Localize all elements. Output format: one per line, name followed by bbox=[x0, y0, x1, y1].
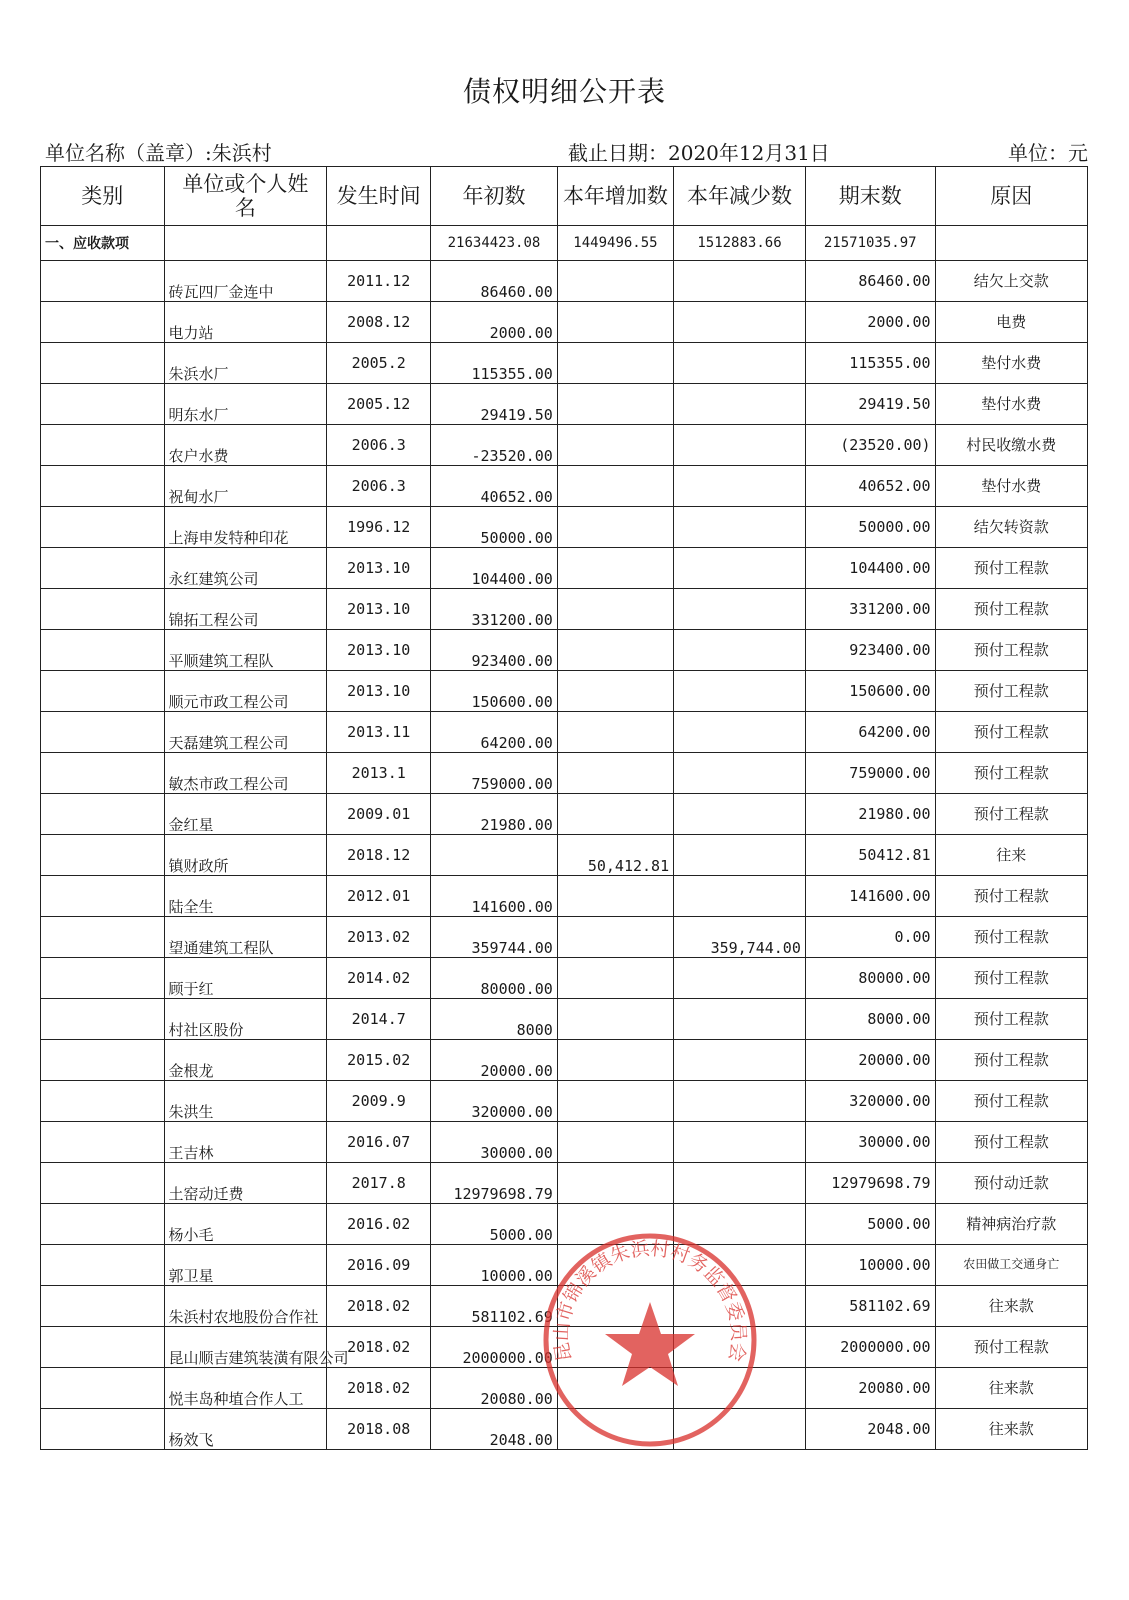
row-decrease: 359,744.00 bbox=[674, 917, 806, 958]
row-category bbox=[41, 466, 165, 507]
row-name: 王吉林 bbox=[164, 1122, 327, 1163]
row-category bbox=[41, 1245, 165, 1286]
row-closing: 320000.00 bbox=[805, 1081, 935, 1122]
row-increase bbox=[557, 1327, 673, 1368]
row-category bbox=[41, 1286, 165, 1327]
row-name: 金红星 bbox=[164, 794, 327, 835]
row-date: 1996.12 bbox=[327, 507, 431, 548]
row-name: 上海申发特种印花 bbox=[164, 507, 327, 548]
row-date: 2009.01 bbox=[327, 794, 431, 835]
row-name: 明东水厂 bbox=[164, 384, 327, 425]
row-increase bbox=[557, 794, 673, 835]
row-opening: 8000 bbox=[431, 999, 558, 1040]
table-row bbox=[41, 302, 1088, 343]
row-closing: 8000.00 bbox=[805, 999, 935, 1040]
row-category bbox=[41, 343, 165, 384]
row-category bbox=[41, 589, 165, 630]
table-row bbox=[41, 671, 1088, 712]
row-decrease bbox=[674, 302, 806, 343]
row-increase bbox=[557, 425, 673, 466]
row-closing: 104400.00 bbox=[805, 548, 935, 589]
row-opening: 2000.00 bbox=[431, 302, 558, 343]
table-row bbox=[41, 753, 1088, 794]
row-increase bbox=[557, 1409, 673, 1450]
row-category bbox=[41, 384, 165, 425]
row-category bbox=[41, 876, 165, 917]
row-date: 2006.3 bbox=[327, 466, 431, 507]
header-row bbox=[41, 167, 1088, 226]
table-row bbox=[41, 917, 1088, 958]
row-category bbox=[41, 302, 165, 343]
row-increase bbox=[557, 1245, 673, 1286]
row-opening: 104400.00 bbox=[431, 548, 558, 589]
row-date: 2008.12 bbox=[327, 302, 431, 343]
row-closing: 759000.00 bbox=[805, 753, 935, 794]
row-closing: 40652.00 bbox=[805, 466, 935, 507]
row-increase bbox=[557, 1163, 673, 1204]
row-decrease bbox=[674, 589, 806, 630]
row-closing: 20000.00 bbox=[805, 1040, 935, 1081]
table-row bbox=[41, 1081, 1088, 1122]
row-decrease bbox=[674, 958, 806, 999]
row-increase bbox=[557, 671, 673, 712]
row-opening: 40652.00 bbox=[431, 466, 558, 507]
row-increase bbox=[557, 753, 673, 794]
row-reason: 精神病治疗款 bbox=[935, 1204, 1087, 1245]
row-increase bbox=[557, 876, 673, 917]
row-opening: 5000.00 bbox=[431, 1204, 558, 1245]
row-opening: 141600.00 bbox=[431, 876, 558, 917]
row-reason: 垫付水费 bbox=[935, 384, 1087, 425]
row-name: 砖瓦四厂金连中 bbox=[164, 261, 327, 302]
row-increase bbox=[557, 630, 673, 671]
row-reason: 结欠上交款 bbox=[935, 261, 1087, 302]
row-category bbox=[41, 1081, 165, 1122]
row-name: 农户水费 bbox=[164, 425, 327, 466]
row-reason: 预付工程款 bbox=[935, 999, 1087, 1040]
row-decrease bbox=[674, 630, 806, 671]
row-increase bbox=[557, 548, 673, 589]
table-row bbox=[41, 466, 1088, 507]
row-name: 锦拓工程公司 bbox=[164, 589, 327, 630]
row-closing: 29419.50 bbox=[805, 384, 935, 425]
row-increase bbox=[557, 466, 673, 507]
row-name: 悦丰岛种埴合作人工 bbox=[164, 1368, 327, 1409]
header-increase: 本年增加数 bbox=[557, 167, 673, 226]
row-reason: 村民收缴水费 bbox=[935, 425, 1087, 466]
row-category bbox=[41, 999, 165, 1040]
table-row bbox=[41, 589, 1088, 630]
row-closing: 10000.00 bbox=[805, 1245, 935, 1286]
row-name: 村社区股份 bbox=[164, 999, 327, 1040]
row-reason: 垫付水费 bbox=[935, 466, 1087, 507]
row-category bbox=[41, 425, 165, 466]
row-date: 2009.9 bbox=[327, 1081, 431, 1122]
row-increase bbox=[557, 1286, 673, 1327]
summary-row bbox=[41, 226, 1088, 261]
row-decrease bbox=[674, 794, 806, 835]
row-date: 2016.07 bbox=[327, 1122, 431, 1163]
row-decrease bbox=[674, 835, 806, 876]
row-date: 2013.10 bbox=[327, 548, 431, 589]
row-opening: -23520.00 bbox=[431, 425, 558, 466]
table-row bbox=[41, 1163, 1088, 1204]
row-opening: 923400.00 bbox=[431, 630, 558, 671]
row-decrease bbox=[674, 1327, 806, 1368]
row-date: 2006.3 bbox=[327, 425, 431, 466]
summary-category: 一、应收款项 bbox=[41, 226, 165, 261]
table-row bbox=[41, 794, 1088, 835]
row-date: 2015.02 bbox=[327, 1040, 431, 1081]
row-increase bbox=[557, 712, 673, 753]
row-category bbox=[41, 917, 165, 958]
row-decrease bbox=[674, 466, 806, 507]
row-date: 2018.02 bbox=[327, 1327, 431, 1368]
row-reason: 预付动迁款 bbox=[935, 1163, 1087, 1204]
row-category bbox=[41, 835, 165, 876]
table-row bbox=[41, 261, 1088, 302]
row-category bbox=[41, 1327, 165, 1368]
row-category bbox=[41, 794, 165, 835]
row-reason: 预付工程款 bbox=[935, 958, 1087, 999]
row-increase bbox=[557, 261, 673, 302]
row-name: 金根龙 bbox=[164, 1040, 327, 1081]
table-row bbox=[41, 384, 1088, 425]
row-increase bbox=[557, 958, 673, 999]
row-decrease bbox=[674, 1040, 806, 1081]
row-category bbox=[41, 1040, 165, 1081]
row-opening: 20000.00 bbox=[431, 1040, 558, 1081]
table-row bbox=[41, 1040, 1088, 1081]
row-opening: 2048.00 bbox=[431, 1409, 558, 1450]
row-decrease bbox=[674, 261, 806, 302]
row-decrease bbox=[674, 753, 806, 794]
row-reason: 预付工程款 bbox=[935, 1122, 1087, 1163]
summary-opening: 21634423.08 bbox=[431, 226, 558, 261]
table-row bbox=[41, 876, 1088, 917]
row-reason: 预付工程款 bbox=[935, 876, 1087, 917]
row-date: 2016.02 bbox=[327, 1204, 431, 1245]
summary-date bbox=[327, 226, 431, 261]
row-opening: 12979698.79 bbox=[431, 1163, 558, 1204]
meta-line bbox=[45, 136, 1088, 166]
row-name: 天磊建筑工程公司 bbox=[164, 712, 327, 753]
header-decrease: 本年减少数 bbox=[674, 167, 806, 226]
row-closing: 141600.00 bbox=[805, 876, 935, 917]
row-date: 2018.02 bbox=[327, 1368, 431, 1409]
row-opening: 331200.00 bbox=[431, 589, 558, 630]
row-closing: 30000.00 bbox=[805, 1122, 935, 1163]
row-increase bbox=[557, 1368, 673, 1409]
row-decrease bbox=[674, 507, 806, 548]
table-row bbox=[41, 1286, 1088, 1327]
row-category bbox=[41, 1163, 165, 1204]
table-row bbox=[41, 630, 1088, 671]
row-increase bbox=[557, 384, 673, 425]
row-increase bbox=[557, 917, 673, 958]
row-decrease bbox=[674, 1245, 806, 1286]
row-decrease bbox=[674, 1081, 806, 1122]
row-opening: 581102.69 bbox=[431, 1286, 558, 1327]
row-date: 2005.2 bbox=[327, 343, 431, 384]
row-reason: 往来款 bbox=[935, 1368, 1087, 1409]
row-increase: 50,412.81 bbox=[557, 835, 673, 876]
row-category bbox=[41, 712, 165, 753]
table-row bbox=[41, 999, 1088, 1040]
row-opening: 20080.00 bbox=[431, 1368, 558, 1409]
row-name: 永红建筑公司 bbox=[164, 548, 327, 589]
row-closing: 331200.00 bbox=[805, 589, 935, 630]
row-reason: 预付工程款 bbox=[935, 671, 1087, 712]
row-name: 朱洪生 bbox=[164, 1081, 327, 1122]
row-date: 2013.10 bbox=[327, 589, 431, 630]
row-reason: 结欠转资款 bbox=[935, 507, 1087, 548]
row-closing: 80000.00 bbox=[805, 958, 935, 999]
row-name: 祝甸水厂 bbox=[164, 466, 327, 507]
row-closing: 2000.00 bbox=[805, 302, 935, 343]
row-closing: 2000000.00 bbox=[805, 1327, 935, 1368]
row-opening: 30000.00 bbox=[431, 1122, 558, 1163]
row-closing: 12979698.79 bbox=[805, 1163, 935, 1204]
row-date: 2013.11 bbox=[327, 712, 431, 753]
row-date: 2018.08 bbox=[327, 1409, 431, 1450]
row-decrease bbox=[674, 1368, 806, 1409]
row-reason: 预付工程款 bbox=[935, 1327, 1087, 1368]
row-decrease bbox=[674, 1204, 806, 1245]
header-opening: 年初数 bbox=[431, 167, 558, 226]
row-name: 平顺建筑工程队 bbox=[164, 630, 327, 671]
row-increase bbox=[557, 302, 673, 343]
table-row bbox=[41, 548, 1088, 589]
table-row bbox=[41, 712, 1088, 753]
row-closing: 64200.00 bbox=[805, 712, 935, 753]
row-decrease bbox=[674, 712, 806, 753]
row-reason: 农田做工交通身亡 bbox=[935, 1245, 1087, 1286]
row-date: 2013.10 bbox=[327, 671, 431, 712]
row-reason: 预付工程款 bbox=[935, 794, 1087, 835]
row-name: 镇财政所 bbox=[164, 835, 327, 876]
row-category bbox=[41, 1368, 165, 1409]
table-row bbox=[41, 425, 1088, 466]
table-row bbox=[41, 958, 1088, 999]
seal-text: 昆山市锦溪镇朱浜村村务监督委员会 bbox=[550, 1237, 750, 1364]
header-date: 发生时间 bbox=[327, 167, 431, 226]
row-closing: 115355.00 bbox=[805, 343, 935, 384]
row-reason: 往来款 bbox=[935, 1409, 1087, 1450]
row-category bbox=[41, 1204, 165, 1245]
row-closing: 2048.00 bbox=[805, 1409, 935, 1450]
cutoff-date: 截止日期：2020年12月31日 bbox=[568, 141, 830, 165]
row-opening: 64200.00 bbox=[431, 712, 558, 753]
row-date: 2011.12 bbox=[327, 261, 431, 302]
row-name: 顺元市政工程公司 bbox=[164, 671, 327, 712]
row-date: 2005.12 bbox=[327, 384, 431, 425]
row-name: 郭卫星 bbox=[164, 1245, 327, 1286]
row-opening: 115355.00 bbox=[431, 343, 558, 384]
row-opening: 759000.00 bbox=[431, 753, 558, 794]
row-closing: 86460.00 bbox=[805, 261, 935, 302]
row-closing: 581102.69 bbox=[805, 1286, 935, 1327]
row-name: 朱浜水厂 bbox=[164, 343, 327, 384]
row-category bbox=[41, 507, 165, 548]
row-increase bbox=[557, 999, 673, 1040]
claims-table bbox=[40, 166, 1088, 1450]
row-reason: 预付工程款 bbox=[935, 712, 1087, 753]
row-date: 2013.1 bbox=[327, 753, 431, 794]
row-opening: 150600.00 bbox=[431, 671, 558, 712]
row-decrease bbox=[674, 876, 806, 917]
row-closing: 150600.00 bbox=[805, 671, 935, 712]
row-closing: 0.00 bbox=[805, 917, 935, 958]
row-reason: 预付工程款 bbox=[935, 753, 1087, 794]
currency-unit: 单位：元 bbox=[1008, 141, 1088, 165]
row-decrease bbox=[674, 999, 806, 1040]
row-opening: 29419.50 bbox=[431, 384, 558, 425]
row-decrease bbox=[674, 384, 806, 425]
row-opening: 21980.00 bbox=[431, 794, 558, 835]
row-date: 2018.12 bbox=[327, 835, 431, 876]
summary-decrease: 1512883.66 bbox=[674, 226, 806, 261]
row-date: 2012.01 bbox=[327, 876, 431, 917]
row-category bbox=[41, 630, 165, 671]
row-name: 顾于红 bbox=[164, 958, 327, 999]
row-increase bbox=[557, 1204, 673, 1245]
row-opening: 2000000.00 bbox=[431, 1327, 558, 1368]
table-row bbox=[41, 343, 1088, 384]
row-category bbox=[41, 261, 165, 302]
row-closing: 5000.00 bbox=[805, 1204, 935, 1245]
row-reason: 预付工程款 bbox=[935, 548, 1087, 589]
row-decrease bbox=[674, 548, 806, 589]
row-increase bbox=[557, 1122, 673, 1163]
row-category bbox=[41, 753, 165, 794]
table-row bbox=[41, 507, 1088, 548]
row-decrease bbox=[674, 425, 806, 466]
row-name: 杨小毛 bbox=[164, 1204, 327, 1245]
row-decrease bbox=[674, 343, 806, 384]
row-opening: 50000.00 bbox=[431, 507, 558, 548]
row-reason: 预付工程款 bbox=[935, 917, 1087, 958]
row-category bbox=[41, 548, 165, 589]
row-closing: 923400.00 bbox=[805, 630, 935, 671]
table-row bbox=[41, 1409, 1088, 1450]
row-increase bbox=[557, 1081, 673, 1122]
table-row bbox=[41, 1122, 1088, 1163]
row-name: 土窑动迁费 bbox=[164, 1163, 327, 1204]
row-decrease bbox=[674, 1122, 806, 1163]
row-date: 2013.02 bbox=[327, 917, 431, 958]
header-reason: 原因 bbox=[935, 167, 1087, 226]
row-name: 昆山顺吉建筑装潢有限公司 bbox=[164, 1327, 327, 1368]
header-category: 类别 bbox=[41, 167, 165, 226]
row-increase bbox=[557, 589, 673, 630]
table-row bbox=[41, 1204, 1088, 1245]
row-opening bbox=[431, 835, 558, 876]
row-closing: 21980.00 bbox=[805, 794, 935, 835]
row-opening: 10000.00 bbox=[431, 1245, 558, 1286]
unit-name: 单位名称（盖章）:朱浜村 bbox=[45, 141, 272, 165]
document-title: 债权明细公开表 bbox=[462, 75, 666, 108]
row-increase bbox=[557, 507, 673, 548]
row-closing: (23520.00) bbox=[805, 425, 935, 466]
row-name: 电力站 bbox=[164, 302, 327, 343]
row-date: 2013.10 bbox=[327, 630, 431, 671]
row-reason: 预付工程款 bbox=[935, 630, 1087, 671]
row-name: 望通建筑工程队 bbox=[164, 917, 327, 958]
row-reason: 预付工程款 bbox=[935, 1040, 1087, 1081]
row-decrease bbox=[674, 671, 806, 712]
row-category bbox=[41, 671, 165, 712]
row-opening: 359744.00 bbox=[431, 917, 558, 958]
row-opening: 86460.00 bbox=[431, 261, 558, 302]
row-reason: 预付工程款 bbox=[935, 1081, 1087, 1122]
row-closing: 20080.00 bbox=[805, 1368, 935, 1409]
row-reason: 电费 bbox=[935, 302, 1087, 343]
table-row bbox=[41, 1245, 1088, 1286]
summary-increase: 1449496.55 bbox=[557, 226, 673, 261]
table-row bbox=[41, 1327, 1088, 1368]
row-reason: 预付工程款 bbox=[935, 589, 1087, 630]
row-category bbox=[41, 1122, 165, 1163]
row-opening: 80000.00 bbox=[431, 958, 558, 999]
row-name: 敏杰市政工程公司 bbox=[164, 753, 327, 794]
row-increase bbox=[557, 1040, 673, 1081]
row-increase bbox=[557, 343, 673, 384]
row-category bbox=[41, 958, 165, 999]
row-closing: 50412.81 bbox=[805, 835, 935, 876]
header-name: 单位或个人姓 名 bbox=[164, 167, 327, 226]
row-opening: 320000.00 bbox=[431, 1081, 558, 1122]
row-date: 2018.02 bbox=[327, 1286, 431, 1327]
row-name: 陆全生 bbox=[164, 876, 327, 917]
row-date: 2016.09 bbox=[327, 1245, 431, 1286]
row-name: 杨效飞 bbox=[164, 1409, 327, 1450]
row-date: 2014.02 bbox=[327, 958, 431, 999]
table-row bbox=[41, 1368, 1088, 1409]
summary-closing: 21571035.97 bbox=[805, 226, 935, 261]
row-reason: 往来款 bbox=[935, 1286, 1087, 1327]
row-category bbox=[41, 1409, 165, 1450]
table-row bbox=[41, 835, 1088, 876]
row-decrease bbox=[674, 1286, 806, 1327]
row-closing: 50000.00 bbox=[805, 507, 935, 548]
row-date: 2014.7 bbox=[327, 999, 431, 1040]
row-name: 朱浜村农地股份合作社 bbox=[164, 1286, 327, 1327]
header-closing: 期末数 bbox=[805, 167, 935, 226]
row-reason: 往来 bbox=[935, 835, 1087, 876]
summary-reason bbox=[935, 226, 1087, 261]
row-decrease bbox=[674, 1163, 806, 1204]
row-decrease bbox=[674, 1409, 806, 1450]
row-date: 2017.8 bbox=[327, 1163, 431, 1204]
summary-name bbox=[164, 226, 327, 261]
row-reason: 垫付水费 bbox=[935, 343, 1087, 384]
